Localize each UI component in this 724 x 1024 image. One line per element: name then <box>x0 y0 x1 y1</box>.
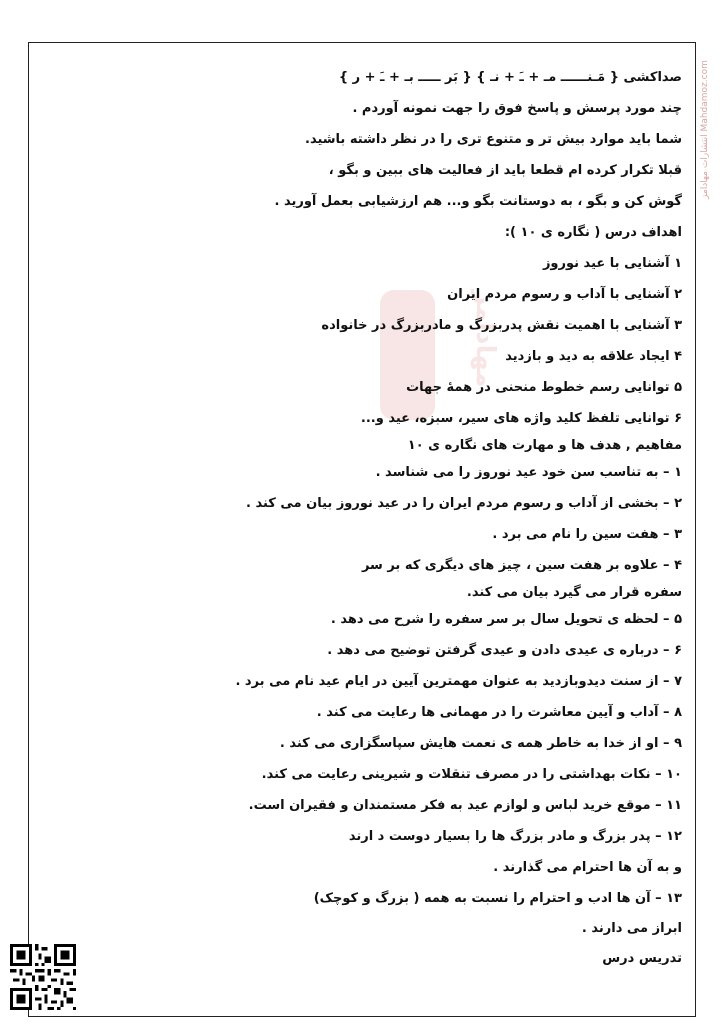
goal-item: ۱ آشنایی با عید نوروز <box>542 256 682 271</box>
goal-item: ۶ توانایی تلفظ کلید واژه های سیر، سبزه، عید و... <box>360 411 682 426</box>
qr-code-icon <box>10 944 76 1010</box>
concept-item: ۱۲ – پدر بزرگ و مادر بزرگ ها را بسیار دوست د ارند <box>348 829 682 844</box>
text-line: گوش کن و بگو ، به دوستانت بگو و... هم ارزشیابی بعمل آورید . <box>274 194 682 209</box>
concept-item-continued: و به آن ها احترام می گذارند . <box>493 860 682 875</box>
text-line: قبلا تکرار کرده ام قطعا باید از فعالیت های ببین و بگو ، <box>328 163 682 178</box>
goal-item: ۳ آشنایی با اهمیت نقش پدربزرگ و مادربزرگ در خانواده <box>321 318 682 333</box>
concept-item: ۱ – به تناسب سن خود عید نوروز را می شناسد . <box>375 465 682 480</box>
section-heading-teaching: تدریس درس <box>602 951 682 966</box>
section-heading-concepts: مفاهیم , هدف ها و مهارت های نگاره ی ۱۰ <box>407 438 682 453</box>
goal-item: ۲ آشنایی با آداب و رسوم مردم ایران <box>447 287 682 302</box>
concept-item: ۲ – بخشی از آداب و رسوم مردم ایران را در عید نوروز بیان می کند . <box>246 496 682 511</box>
publisher-side-mark: انتشارات مهادامز Mahdamoz.com <box>700 60 710 200</box>
concept-item: ۶ – درباره ی عیدی دادن و عیدی گرفتن توضیح می دهد . <box>327 643 682 658</box>
concept-item: ۹ – او از خدا به خاطر همه ی نعمت هایش سپاسگزاری می کند . <box>279 736 682 751</box>
concept-item: ۳ – هفت سین را نام می برد . <box>492 527 682 542</box>
goal-item: ۵ توانایی رسم خطوط منحنی در همهٔ جهات <box>406 380 682 395</box>
concept-item: ۷ – از سنت دیدوبازدید به عنوان مهمترین آیین در ایام عید نام می برد . <box>235 674 682 689</box>
concept-item: ۸ – آداب و آیین معاشرت را در مهمانی ها رعایت می کند . <box>316 705 682 720</box>
text-line: چند مورد پرسش و پاسخ فوق را جهت نمونه آوردم . <box>352 101 682 116</box>
text-line-syllables: صداکشی { مَـنــــــ مـ + ـَ + نـ } { بَر ـــــ بـ + ـَ + ر } <box>338 70 682 85</box>
section-heading-goals: اهداف درس ( نگاره ی ۱۰ ): <box>504 225 682 240</box>
goal-item: ۴ ایجاد علاقه به دید و بازدید <box>505 349 682 364</box>
concept-item: ۱۱ – موقع خرید لباس و لوازم عید به فکر مستمندان و فقیران است. <box>248 798 682 813</box>
watermark-logo-text: مهادامز <box>470 290 500 388</box>
concept-item: ۱۰ – نکات بهداشتی را در مصرف تنقلات و شیرینی رعایت می کند. <box>261 767 682 782</box>
text-line: شما باید موارد بیش تر و متنوع تری را در نظر داشته باشید. <box>305 132 682 147</box>
concept-item-continued: ابراز می دارند . <box>581 921 682 936</box>
document-body <box>40 62 682 974</box>
concept-item: ۵ – لحظه ی تحویل سال بر سر سفره را شرح می دهد . <box>330 612 682 627</box>
concept-item-continued: سفره قرار می گیرد بیان می کند. <box>466 585 682 600</box>
concept-item: ۱۳ – آن ها ادب و احترام را نسبت به همه ( بزرگ و کوچک) <box>313 891 682 906</box>
concept-item: ۴ – علاوه بر هفت سین ، چیز های دیگری که بر سر <box>361 558 682 573</box>
